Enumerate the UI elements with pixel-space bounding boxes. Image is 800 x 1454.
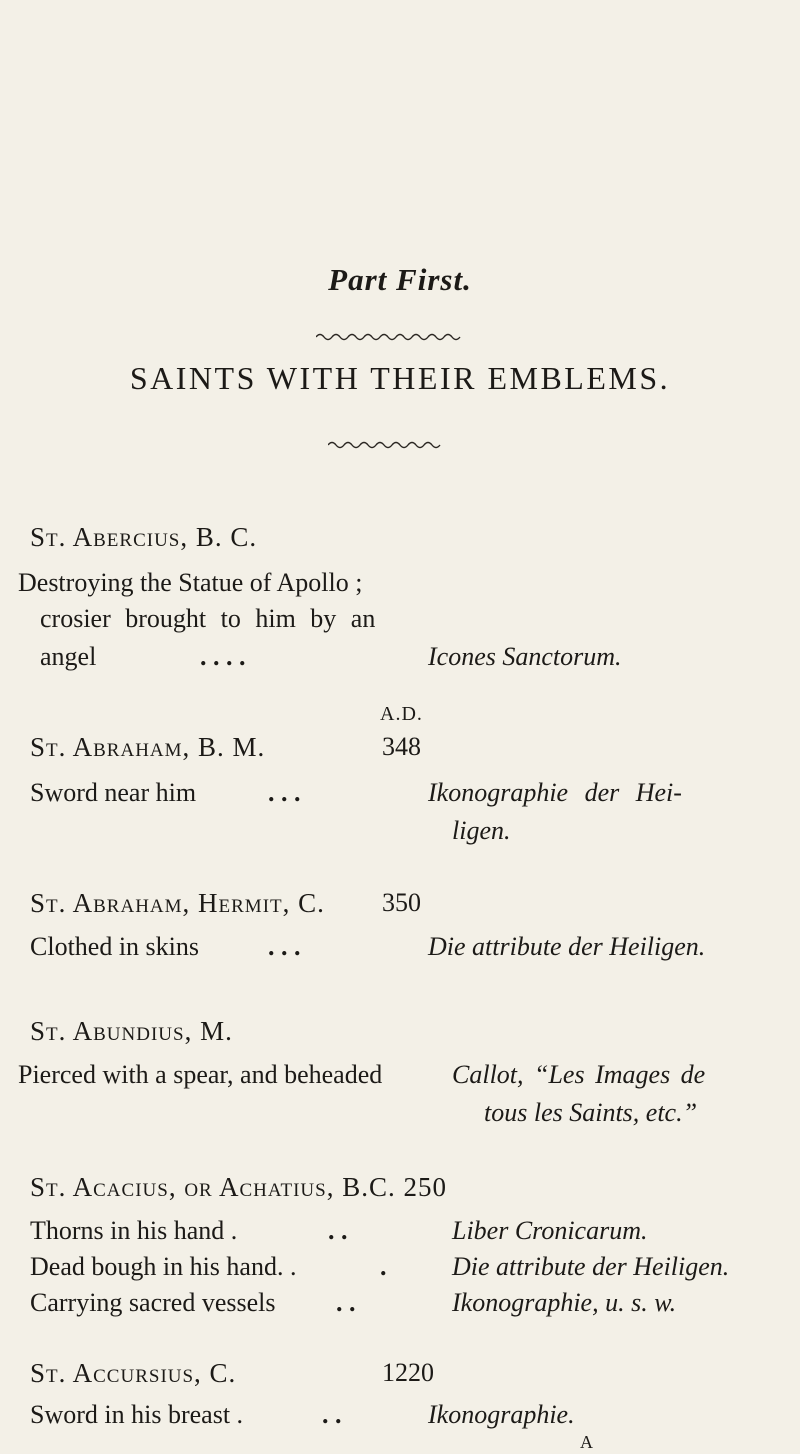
leader-dots: . . <box>328 1216 348 1245</box>
emblem-source: Die attribute der Heiligen. <box>452 1252 730 1281</box>
emblem-text-line: crosier brought to him by an <box>40 604 376 633</box>
emblem-text: Clothed in skins <box>30 932 200 961</box>
emblem-source: Die attribute der Heiligen. <box>428 932 706 961</box>
leader-dots: . . . <box>268 932 301 961</box>
emblem-text: Carrying sacred vessels <box>30 1288 276 1317</box>
entry-year: 348 <box>382 732 421 761</box>
emblem-text: Sword near him <box>30 778 197 807</box>
emblem-source: Ikonographie, u. s. w. <box>452 1288 677 1317</box>
entry-name-acacius: St. Acacius, or Achatius, B.C. 250 <box>30 1172 447 1202</box>
emblem-text: Dead bough in his hand. . <box>30 1252 297 1281</box>
emblem-text-line: angel <box>40 642 97 671</box>
ornament-rule-top <box>316 332 462 342</box>
entry-year: 350 <box>382 888 421 917</box>
emblem-source-line: Callot, “Les Images de <box>452 1060 706 1089</box>
entry-name-abercius: St. Abercius, B. C. <box>30 522 258 552</box>
emblem-text: Thorns in his hand . <box>30 1216 238 1245</box>
entry-name-abraham-bm: St. Abraham, B. M. <box>30 732 266 762</box>
leader-dots: . . <box>322 1400 342 1429</box>
entry-year: 1220 <box>382 1358 434 1387</box>
emblem-text: Sword in his breast . <box>30 1400 244 1429</box>
emblem-text-line: Destroying the Statue of Apollo ; <box>18 568 363 597</box>
leader-dots: . . . . <box>200 642 246 671</box>
leader-dots: . . . <box>268 778 301 807</box>
emblem-source-line: ligen. <box>452 816 511 845</box>
entry-name-abundius: St. Abundius, M. <box>30 1016 233 1046</box>
part-heading: Part First. <box>328 262 472 297</box>
leader-dots: . <box>380 1252 387 1281</box>
leader-dots: . . <box>336 1288 356 1317</box>
emblem-source-line: Ikonographie der Hei- <box>428 778 682 807</box>
emblem-text: Pierced with a spear, and beheaded <box>18 1060 383 1089</box>
entry-name-abraham-hermit: St. Abraham, Hermit, C. <box>30 888 325 918</box>
emblem-source: Liber Cronicarum. <box>452 1216 648 1245</box>
page-title: SAINTS WITH THEIR EMBLEMS. <box>129 360 671 396</box>
ornament-rule-bottom <box>328 440 444 450</box>
emblem-source-line: tous les Saints, etc.” <box>484 1098 698 1127</box>
era-label: A.D. <box>380 703 423 725</box>
emblem-source: Icones Sanctorum. <box>428 642 622 671</box>
signature-mark: A <box>580 1432 593 1452</box>
entry-name-accursius: St. Accursius, C. <box>30 1358 237 1388</box>
emblem-source: Ikonographie. <box>428 1400 575 1429</box>
